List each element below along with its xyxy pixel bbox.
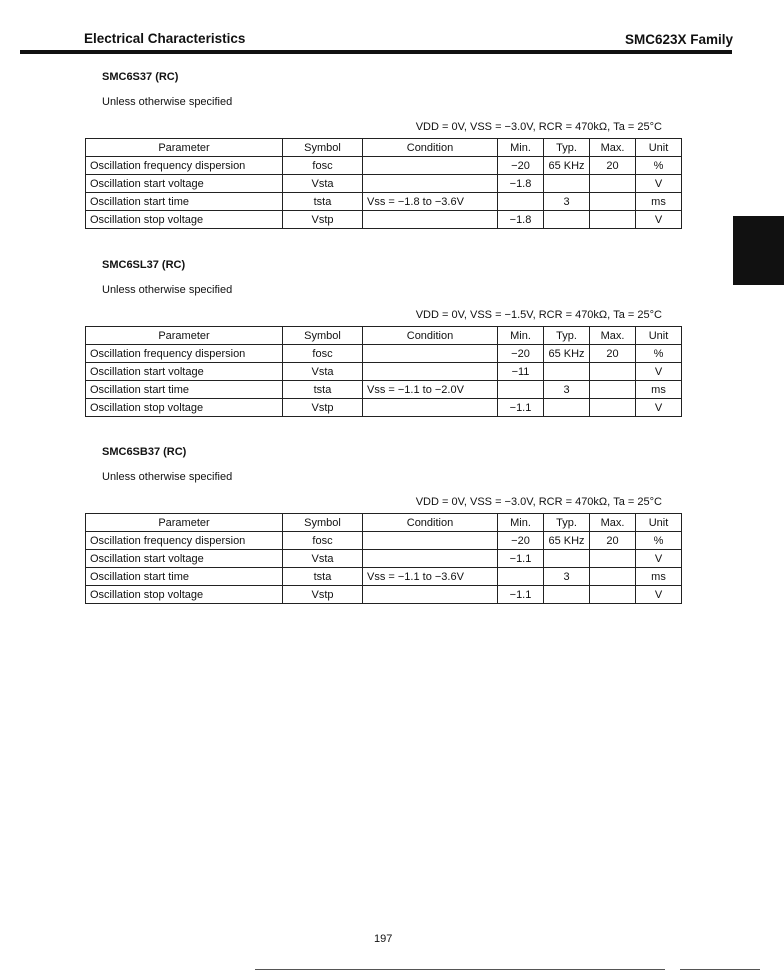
cell-min: −1.1 bbox=[498, 550, 544, 568]
table-header-row bbox=[86, 327, 682, 345]
spec-table bbox=[85, 326, 682, 417]
column-header: Parameter bbox=[86, 139, 283, 157]
spec-table bbox=[85, 513, 682, 604]
cell-unit: V bbox=[636, 175, 682, 193]
cell-max bbox=[590, 381, 636, 399]
cell-condition bbox=[363, 532, 498, 550]
cell-condition bbox=[363, 211, 498, 229]
section-note: Unless otherwise specified bbox=[102, 284, 233, 296]
cell-max bbox=[590, 175, 636, 193]
table-row bbox=[86, 550, 682, 568]
cell-typ: 3 bbox=[544, 568, 590, 586]
header-rule bbox=[20, 50, 732, 54]
section-title: SMC6S37 (RC) bbox=[102, 71, 179, 83]
footer-rule bbox=[255, 969, 665, 970]
cell-condition bbox=[363, 586, 498, 604]
cell-typ: 65 KHz bbox=[544, 532, 590, 550]
cell-parameter: Oscillation frequency dispersion bbox=[86, 157, 283, 175]
cell-min bbox=[498, 568, 544, 586]
cell-min bbox=[498, 193, 544, 211]
cell-unit: % bbox=[636, 157, 682, 175]
column-header: Max. bbox=[590, 139, 636, 157]
cell-unit: ms bbox=[636, 193, 682, 211]
column-header: Condition bbox=[363, 139, 498, 157]
column-header: Symbol bbox=[283, 139, 363, 157]
cell-unit: V bbox=[636, 550, 682, 568]
cell-parameter: Oscillation frequency dispersion bbox=[86, 532, 283, 550]
column-header: Min. bbox=[498, 514, 544, 532]
cell-condition: Vss = −1.1 to −3.6V bbox=[363, 568, 498, 586]
column-header: Symbol bbox=[283, 514, 363, 532]
side-tab-marker bbox=[733, 216, 784, 285]
test-conditions: VDD = 0V, VSS = −1.5V, RCR = 470kΩ, Ta = 25°C bbox=[415, 309, 662, 321]
table-row bbox=[86, 586, 682, 604]
cell-min: −20 bbox=[498, 532, 544, 550]
cell-parameter: Oscillation frequency dispersion bbox=[86, 345, 283, 363]
cell-typ: 3 bbox=[544, 193, 590, 211]
cell-symbol: fosc bbox=[283, 157, 363, 175]
page-number: 197 bbox=[374, 933, 393, 945]
cell-parameter: Oscillation stop voltage bbox=[86, 586, 283, 604]
cell-typ bbox=[544, 550, 590, 568]
cell-max bbox=[590, 363, 636, 381]
cell-min: −20 bbox=[498, 157, 544, 175]
cell-parameter: Oscillation start voltage bbox=[86, 175, 283, 193]
cell-unit: V bbox=[636, 363, 682, 381]
table-header-row bbox=[86, 139, 682, 157]
cell-unit: ms bbox=[636, 568, 682, 586]
cell-typ bbox=[544, 211, 590, 229]
column-header: Max. bbox=[590, 327, 636, 345]
cell-typ bbox=[544, 586, 590, 604]
table-row bbox=[86, 568, 682, 586]
cell-condition: Vss = −1.8 to −3.6V bbox=[363, 193, 498, 211]
section-note: Unless otherwise specified bbox=[102, 96, 233, 108]
cell-typ: 65 KHz bbox=[544, 157, 590, 175]
footer-rule bbox=[680, 969, 760, 970]
column-header: Condition bbox=[363, 327, 498, 345]
cell-symbol: Vsta bbox=[283, 363, 363, 381]
table-row bbox=[86, 211, 682, 229]
table-row bbox=[86, 157, 682, 175]
cell-symbol: fosc bbox=[283, 532, 363, 550]
cell-max bbox=[590, 568, 636, 586]
cell-max bbox=[590, 211, 636, 229]
table-row bbox=[86, 345, 682, 363]
cell-parameter: Oscillation start time bbox=[86, 568, 283, 586]
column-header: Typ. bbox=[544, 327, 590, 345]
cell-unit: V bbox=[636, 211, 682, 229]
column-header: Parameter bbox=[86, 514, 283, 532]
cell-min bbox=[498, 381, 544, 399]
cell-min: −1.8 bbox=[498, 211, 544, 229]
cell-symbol: tsta bbox=[283, 381, 363, 399]
section-title: SMC6SB37 (RC) bbox=[102, 446, 187, 458]
column-header: Min. bbox=[498, 139, 544, 157]
cell-typ bbox=[544, 399, 590, 417]
cell-unit: % bbox=[636, 532, 682, 550]
cell-symbol: tsta bbox=[283, 193, 363, 211]
cell-max bbox=[590, 193, 636, 211]
cell-unit: % bbox=[636, 345, 682, 363]
cell-symbol: Vstp bbox=[283, 586, 363, 604]
cell-typ bbox=[544, 175, 590, 193]
table-header-row bbox=[86, 514, 682, 532]
cell-max bbox=[590, 586, 636, 604]
column-header: Max. bbox=[590, 514, 636, 532]
cell-typ bbox=[544, 363, 590, 381]
column-header: Parameter bbox=[86, 327, 283, 345]
cell-parameter: Oscillation start voltage bbox=[86, 363, 283, 381]
cell-symbol: Vstp bbox=[283, 211, 363, 229]
cell-min: −1.1 bbox=[498, 586, 544, 604]
table-row bbox=[86, 175, 682, 193]
cell-max: 20 bbox=[590, 345, 636, 363]
cell-symbol: Vsta bbox=[283, 550, 363, 568]
cell-condition bbox=[363, 345, 498, 363]
cell-parameter: Oscillation start time bbox=[86, 381, 283, 399]
cell-condition bbox=[363, 363, 498, 381]
cell-condition bbox=[363, 175, 498, 193]
cell-condition bbox=[363, 157, 498, 175]
column-header: Typ. bbox=[544, 514, 590, 532]
cell-max: 20 bbox=[590, 532, 636, 550]
cell-condition bbox=[363, 550, 498, 568]
table-row bbox=[86, 399, 682, 417]
cell-typ: 65 KHz bbox=[544, 345, 590, 363]
cell-min: −11 bbox=[498, 363, 544, 381]
section-note: Unless otherwise specified bbox=[102, 471, 233, 483]
header-title: Electrical Characteristics bbox=[84, 31, 246, 46]
cell-condition: Vss = −1.1 to −2.0V bbox=[363, 381, 498, 399]
cell-max bbox=[590, 550, 636, 568]
column-header: Unit bbox=[636, 514, 682, 532]
cell-symbol: Vsta bbox=[283, 175, 363, 193]
cell-max: 20 bbox=[590, 157, 636, 175]
cell-min: −20 bbox=[498, 345, 544, 363]
cell-condition bbox=[363, 399, 498, 417]
column-header: Min. bbox=[498, 327, 544, 345]
test-conditions: VDD = 0V, VSS = −3.0V, RCR = 470kΩ, Ta = 25°C bbox=[415, 496, 662, 508]
column-header: Typ. bbox=[544, 139, 590, 157]
cell-symbol: Vstp bbox=[283, 399, 363, 417]
cell-unit: V bbox=[636, 399, 682, 417]
header-family: SMC623X Family bbox=[624, 32, 733, 47]
cell-parameter: Oscillation stop voltage bbox=[86, 211, 283, 229]
cell-parameter: Oscillation start time bbox=[86, 193, 283, 211]
column-header: Condition bbox=[363, 514, 498, 532]
cell-min: −1.1 bbox=[498, 399, 544, 417]
cell-max bbox=[590, 399, 636, 417]
test-conditions: VDD = 0V, VSS = −3.0V, RCR = 470kΩ, Ta = 25°C bbox=[415, 121, 662, 133]
cell-unit: V bbox=[636, 586, 682, 604]
cell-symbol: fosc bbox=[283, 345, 363, 363]
cell-parameter: Oscillation stop voltage bbox=[86, 399, 283, 417]
cell-typ: 3 bbox=[544, 381, 590, 399]
table-row bbox=[86, 532, 682, 550]
table-row bbox=[86, 363, 682, 381]
cell-parameter: Oscillation start voltage bbox=[86, 550, 283, 568]
cell-unit: ms bbox=[636, 381, 682, 399]
section-title: SMC6SL37 (RC) bbox=[102, 259, 186, 271]
column-header: Unit bbox=[636, 327, 682, 345]
cell-symbol: tsta bbox=[283, 568, 363, 586]
column-header: Unit bbox=[636, 139, 682, 157]
cell-min: −1.8 bbox=[498, 175, 544, 193]
column-header: Symbol bbox=[283, 327, 363, 345]
table-row bbox=[86, 381, 682, 399]
spec-table bbox=[85, 138, 682, 229]
table-row bbox=[86, 193, 682, 211]
